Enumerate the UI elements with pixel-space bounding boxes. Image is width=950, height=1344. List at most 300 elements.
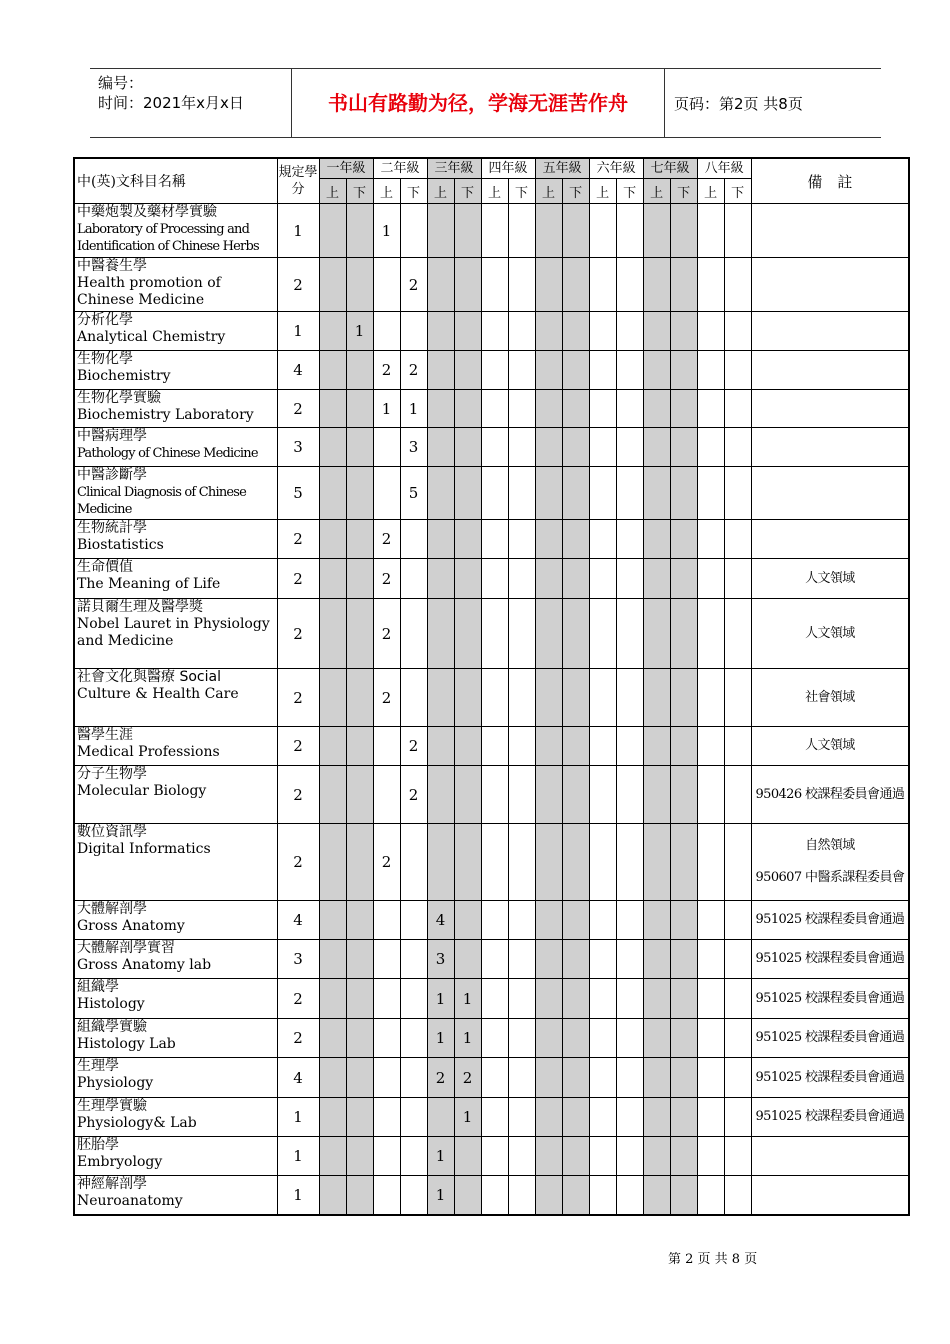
semester-credit-cell bbox=[697, 669, 724, 727]
semester-credit-cell bbox=[319, 901, 346, 940]
course-name-en: Histology bbox=[77, 996, 145, 1012]
semester-credit-cell bbox=[643, 940, 670, 979]
semester-credit-cell bbox=[373, 1176, 400, 1215]
semester-credit-cell bbox=[346, 428, 373, 467]
semester-credit-cell bbox=[535, 727, 562, 766]
semester-credit-cell bbox=[697, 1176, 724, 1215]
semester-credit-cell bbox=[724, 428, 751, 467]
semester-credit-cell bbox=[400, 204, 427, 258]
semester-credit-cell bbox=[535, 1176, 562, 1215]
semester-credit-cell bbox=[670, 940, 697, 979]
remark-cell bbox=[751, 979, 909, 1019]
semester-credit-cell bbox=[643, 1098, 670, 1137]
semester-credit-cell bbox=[724, 766, 751, 824]
semester-credit-cell bbox=[319, 940, 346, 979]
semester-credit-cell bbox=[346, 1019, 373, 1058]
course-name bbox=[74, 428, 277, 467]
semester-credit-cell bbox=[643, 669, 670, 727]
col-header-semester: 下 bbox=[400, 179, 427, 204]
semester-credit-cell bbox=[535, 559, 562, 599]
semester-credit-cell bbox=[427, 428, 454, 467]
semester-credit-cell bbox=[400, 979, 427, 1019]
course-name-en: Clinical Diagnosis of Chinese Medicine bbox=[77, 485, 247, 517]
course-name bbox=[74, 520, 277, 559]
remark-line: 人文領域 bbox=[805, 570, 855, 586]
course-name bbox=[74, 1058, 277, 1098]
semester-credit-cell: 1 bbox=[373, 204, 400, 258]
semester-credit-cell bbox=[535, 979, 562, 1019]
semester-credit-cell bbox=[373, 1098, 400, 1137]
semester-credit-cell bbox=[535, 599, 562, 669]
semester-credit-cell bbox=[508, 258, 535, 312]
semester-credit-cell bbox=[319, 258, 346, 312]
semester-credit-cell bbox=[724, 1098, 751, 1137]
remark-cell bbox=[751, 727, 909, 766]
semester-credit-cell bbox=[562, 204, 589, 258]
col-header-year: 三年級 bbox=[427, 158, 481, 179]
semester-credit-cell bbox=[454, 559, 481, 599]
course-name-en: Medical Professions bbox=[77, 744, 220, 760]
semester-credit-cell bbox=[454, 467, 481, 520]
semester-credit-cell bbox=[400, 940, 427, 979]
col-header-credit: 規定學分 bbox=[277, 158, 319, 204]
semester-credit-cell bbox=[400, 559, 427, 599]
semester-credit-cell bbox=[508, 824, 535, 901]
semester-credit-cell bbox=[319, 669, 346, 727]
semester-credit-cell bbox=[643, 312, 670, 351]
table-row bbox=[74, 351, 909, 390]
col-header-semester: 下 bbox=[454, 179, 481, 204]
col-header-semester: 下 bbox=[670, 179, 697, 204]
credit-cell: 4 bbox=[277, 1058, 319, 1098]
course-name bbox=[74, 559, 277, 599]
semester-credit-cell bbox=[697, 979, 724, 1019]
page-footer: 第 2 页 共 8 页 bbox=[668, 1252, 758, 1267]
semester-credit-cell bbox=[427, 599, 454, 669]
semester-credit-cell: 3 bbox=[427, 940, 454, 979]
semester-credit-cell: 1 bbox=[427, 979, 454, 1019]
credit-cell: 3 bbox=[277, 940, 319, 979]
semester-credit-cell bbox=[670, 727, 697, 766]
semester-credit-cell bbox=[481, 599, 508, 669]
semester-credit-cell bbox=[481, 312, 508, 351]
semester-credit-cell bbox=[724, 312, 751, 351]
semester-credit-cell: 3 bbox=[400, 428, 427, 467]
semester-credit-cell bbox=[670, 901, 697, 940]
page-header bbox=[90, 68, 881, 138]
course-name-zh: 社會文化與醫療 Social bbox=[77, 669, 221, 685]
semester-credit-cell bbox=[589, 559, 616, 599]
course-name-en: Analytical Chemistry bbox=[77, 329, 226, 345]
col-header-year: 八年級 bbox=[697, 158, 751, 179]
semester-credit-cell bbox=[319, 727, 346, 766]
semester-credit-cell bbox=[400, 824, 427, 901]
semester-credit-cell bbox=[319, 1019, 346, 1058]
semester-credit-cell bbox=[535, 520, 562, 559]
credit-cell: 1 bbox=[277, 204, 319, 258]
semester-credit-cell bbox=[454, 312, 481, 351]
semester-credit-cell bbox=[616, 1098, 643, 1137]
semester-credit-cell bbox=[346, 901, 373, 940]
semester-credit-cell bbox=[562, 599, 589, 669]
semester-credit-cell bbox=[670, 258, 697, 312]
semester-credit-cell: 1 bbox=[346, 312, 373, 351]
credit-cell: 3 bbox=[277, 428, 319, 467]
time-label: 时间：2021年x月x日 bbox=[98, 94, 244, 112]
semester-credit-cell bbox=[697, 390, 724, 428]
course-name-zh: 中醫養生學 bbox=[77, 258, 147, 274]
semester-credit-cell: 2 bbox=[400, 727, 427, 766]
semester-credit-cell bbox=[643, 428, 670, 467]
semester-credit-cell bbox=[562, 1019, 589, 1058]
remark-cell bbox=[751, 351, 909, 390]
remark-cell bbox=[751, 940, 909, 979]
semester-credit-cell bbox=[589, 1098, 616, 1137]
semester-credit-cell: 2 bbox=[373, 599, 400, 669]
semester-credit-cell bbox=[697, 901, 724, 940]
semester-credit-cell bbox=[508, 940, 535, 979]
col-header-semester: 上 bbox=[589, 179, 616, 204]
col-header-name: 中(英)文科目名稱 bbox=[74, 158, 277, 204]
semester-credit-cell bbox=[373, 428, 400, 467]
semester-credit-cell bbox=[508, 727, 535, 766]
course-name-zh: 數位資訊學 bbox=[77, 824, 147, 840]
course-name-en: Molecular Biology bbox=[77, 783, 207, 799]
semester-credit-cell bbox=[670, 1098, 697, 1137]
col-header-remark: 備 註 bbox=[751, 158, 909, 204]
semester-credit-cell bbox=[616, 599, 643, 669]
semester-credit-cell bbox=[589, 766, 616, 824]
semester-credit-cell bbox=[319, 824, 346, 901]
remark-line: 951025 校課程委員會通過 bbox=[755, 912, 905, 927]
semester-credit-cell bbox=[454, 727, 481, 766]
semester-credit-cell bbox=[589, 1058, 616, 1098]
semester-credit-cell bbox=[346, 599, 373, 669]
course-name-zh: 大體解剖學實習 bbox=[77, 940, 175, 956]
table-row bbox=[74, 204, 909, 258]
semester-credit-cell bbox=[508, 599, 535, 669]
semester-credit-cell bbox=[616, 1019, 643, 1058]
semester-credit-cell bbox=[616, 559, 643, 599]
table-row bbox=[74, 467, 909, 520]
semester-credit-cell bbox=[400, 520, 427, 559]
remark-cell bbox=[751, 258, 909, 312]
semester-credit-cell: 4 bbox=[427, 901, 454, 940]
semester-credit-cell bbox=[670, 390, 697, 428]
semester-credit-cell bbox=[589, 599, 616, 669]
semester-credit-cell bbox=[670, 1058, 697, 1098]
semester-credit-cell bbox=[373, 312, 400, 351]
semester-credit-cell bbox=[616, 467, 643, 520]
remark-line: 950607 中醫系課程委員會 bbox=[755, 870, 905, 885]
semester-credit-cell bbox=[697, 940, 724, 979]
semester-credit-cell bbox=[346, 390, 373, 428]
semester-credit-cell bbox=[724, 1058, 751, 1098]
semester-credit-cell bbox=[481, 390, 508, 428]
semester-credit-cell bbox=[400, 1019, 427, 1058]
semester-credit-cell bbox=[535, 351, 562, 390]
semester-credit-cell bbox=[535, 428, 562, 467]
semester-credit-cell bbox=[616, 312, 643, 351]
semester-credit-cell bbox=[481, 428, 508, 467]
semester-credit-cell bbox=[346, 727, 373, 766]
semester-credit-cell bbox=[697, 766, 724, 824]
table-row bbox=[74, 559, 909, 599]
semester-credit-cell bbox=[373, 1137, 400, 1176]
course-name bbox=[74, 1176, 277, 1215]
semester-credit-cell bbox=[319, 351, 346, 390]
semester-credit-cell bbox=[427, 727, 454, 766]
credit-cell: 2 bbox=[277, 520, 319, 559]
course-name-zh: 生理學實驗 bbox=[77, 1098, 147, 1114]
semester-credit-cell bbox=[481, 351, 508, 390]
course-name-zh: 神經解剖學 bbox=[77, 1176, 147, 1192]
semester-credit-cell bbox=[670, 204, 697, 258]
semester-credit-cell bbox=[346, 1058, 373, 1098]
semester-credit-cell bbox=[319, 1098, 346, 1137]
semester-credit-cell: 2 bbox=[427, 1058, 454, 1098]
semester-credit-cell bbox=[454, 599, 481, 669]
semester-credit-cell bbox=[589, 1137, 616, 1176]
remark-cell bbox=[751, 599, 909, 669]
course-name-en: Biochemistry bbox=[77, 368, 171, 384]
semester-credit-cell bbox=[319, 599, 346, 669]
semester-credit-cell bbox=[454, 1176, 481, 1215]
semester-credit-cell bbox=[454, 901, 481, 940]
semester-credit-cell bbox=[373, 940, 400, 979]
table-row bbox=[74, 1058, 909, 1098]
semester-credit-cell bbox=[508, 1098, 535, 1137]
semester-credit-cell bbox=[319, 979, 346, 1019]
semester-credit-cell bbox=[616, 204, 643, 258]
course-name-en: Gross Anatomy bbox=[77, 918, 185, 934]
semester-credit-cell bbox=[724, 901, 751, 940]
semester-credit-cell bbox=[319, 1137, 346, 1176]
semester-credit-cell bbox=[508, 1137, 535, 1176]
semester-credit-cell bbox=[346, 204, 373, 258]
remark-cell bbox=[751, 824, 909, 901]
semester-credit-cell bbox=[670, 1176, 697, 1215]
course-name-zh: 胚胎學 bbox=[77, 1137, 119, 1153]
remark-cell bbox=[751, 766, 909, 824]
semester-credit-cell bbox=[346, 766, 373, 824]
semester-credit-cell bbox=[643, 824, 670, 901]
header-meta bbox=[98, 73, 244, 113]
semester-credit-cell bbox=[535, 390, 562, 428]
course-name-en: Embryology bbox=[77, 1154, 163, 1170]
semester-credit-cell bbox=[616, 1058, 643, 1098]
semester-credit-cell bbox=[697, 351, 724, 390]
semester-credit-cell bbox=[373, 1058, 400, 1098]
semester-credit-cell bbox=[616, 351, 643, 390]
semester-credit-cell bbox=[535, 312, 562, 351]
remark-line: 951025 校課程委員會通過 bbox=[755, 1069, 905, 1085]
col-header-semester: 下 bbox=[562, 179, 589, 204]
credit-cell: 2 bbox=[277, 766, 319, 824]
semester-credit-cell bbox=[481, 204, 508, 258]
credit-cell: 2 bbox=[277, 559, 319, 599]
course-name-en: Digital Informatics bbox=[77, 841, 211, 857]
semester-credit-cell bbox=[508, 979, 535, 1019]
semester-credit-cell bbox=[400, 1058, 427, 1098]
semester-credit-cell bbox=[454, 520, 481, 559]
semester-credit-cell bbox=[535, 766, 562, 824]
credit-cell: 1 bbox=[277, 1176, 319, 1215]
semester-credit-cell bbox=[670, 428, 697, 467]
remark-cell bbox=[751, 312, 909, 351]
semester-credit-cell bbox=[346, 520, 373, 559]
semester-credit-cell bbox=[481, 824, 508, 901]
semester-credit-cell bbox=[481, 766, 508, 824]
semester-credit-cell: 2 bbox=[373, 559, 400, 599]
course-name-zh: 生物化學實驗 bbox=[77, 390, 161, 406]
col-header-semester: 上 bbox=[535, 179, 562, 204]
semester-credit-cell bbox=[724, 1137, 751, 1176]
remark-cell bbox=[751, 1058, 909, 1098]
semester-credit-cell bbox=[508, 1019, 535, 1058]
semester-credit-cell bbox=[562, 669, 589, 727]
col-header-semester: 上 bbox=[697, 179, 724, 204]
semester-credit-cell bbox=[562, 1176, 589, 1215]
semester-credit-cell bbox=[319, 520, 346, 559]
semester-credit-cell bbox=[508, 467, 535, 520]
semester-credit-cell bbox=[616, 520, 643, 559]
semester-credit-cell bbox=[670, 559, 697, 599]
credit-cell: 2 bbox=[277, 824, 319, 901]
semester-credit-cell bbox=[427, 312, 454, 351]
semester-credit-cell bbox=[481, 1019, 508, 1058]
semester-credit-cell bbox=[535, 901, 562, 940]
semester-credit-cell: 1 bbox=[400, 390, 427, 428]
semester-credit-cell bbox=[724, 599, 751, 669]
semester-credit-cell bbox=[562, 467, 589, 520]
semester-credit-cell bbox=[481, 258, 508, 312]
semester-credit-cell bbox=[508, 428, 535, 467]
course-name bbox=[74, 1098, 277, 1137]
course-name-en: Gross Anatomy lab bbox=[77, 957, 212, 973]
course-name bbox=[74, 979, 277, 1019]
semester-credit-cell bbox=[724, 727, 751, 766]
semester-credit-cell bbox=[562, 520, 589, 559]
remark-line: 人文領域 bbox=[805, 625, 855, 641]
semester-credit-cell bbox=[319, 1176, 346, 1215]
semester-credit-cell bbox=[697, 258, 724, 312]
semester-credit-cell bbox=[697, 1058, 724, 1098]
semester-credit-cell bbox=[427, 559, 454, 599]
semester-credit-cell bbox=[400, 901, 427, 940]
credit-cell: 1 bbox=[277, 1137, 319, 1176]
col-header-semester: 下 bbox=[724, 179, 751, 204]
semester-credit-cell bbox=[346, 824, 373, 901]
remark-line: 951025 校課程委員會通過 bbox=[755, 990, 905, 1006]
semester-credit-cell bbox=[427, 520, 454, 559]
credit-cell: 4 bbox=[277, 351, 319, 390]
semester-credit-cell: 1 bbox=[373, 390, 400, 428]
semester-credit-cell bbox=[400, 669, 427, 727]
semester-credit-cell bbox=[535, 1019, 562, 1058]
semester-credit-cell bbox=[508, 1058, 535, 1098]
semester-credit-cell bbox=[535, 1058, 562, 1098]
table-row bbox=[74, 669, 909, 727]
course-name-en: Biochemistry Laboratory bbox=[77, 407, 254, 423]
semester-credit-cell bbox=[616, 766, 643, 824]
remark-cell bbox=[751, 1137, 909, 1176]
semester-credit-cell bbox=[319, 312, 346, 351]
course-name-en: Health promotion of Chinese Medicine bbox=[77, 275, 221, 308]
semester-credit-cell bbox=[427, 351, 454, 390]
semester-credit-cell: 2 bbox=[373, 669, 400, 727]
credit-cell: 2 bbox=[277, 727, 319, 766]
course-name-zh: 生物統計學 bbox=[77, 520, 147, 536]
semester-credit-cell bbox=[427, 390, 454, 428]
col-header-year: 四年級 bbox=[481, 158, 535, 179]
table-row bbox=[74, 520, 909, 559]
semester-credit-cell bbox=[454, 824, 481, 901]
course-name-zh: 諾貝爾生理及醫學獎 bbox=[77, 599, 203, 615]
semester-credit-cell bbox=[670, 1137, 697, 1176]
semester-credit-cell bbox=[643, 599, 670, 669]
semester-credit-cell bbox=[481, 559, 508, 599]
table-row bbox=[74, 258, 909, 312]
semester-credit-cell bbox=[589, 727, 616, 766]
semester-credit-cell bbox=[508, 520, 535, 559]
table-row bbox=[74, 940, 909, 979]
semester-credit-cell bbox=[697, 1098, 724, 1137]
col-header-semester: 上 bbox=[427, 179, 454, 204]
semester-credit-cell bbox=[481, 669, 508, 727]
semester-credit-cell bbox=[400, 1098, 427, 1137]
remark-cell bbox=[751, 1019, 909, 1058]
semester-credit-cell bbox=[400, 1137, 427, 1176]
table-row bbox=[74, 901, 909, 940]
credit-cell: 2 bbox=[277, 258, 319, 312]
semester-credit-cell bbox=[400, 1176, 427, 1215]
semester-credit-cell bbox=[589, 390, 616, 428]
semester-credit-cell bbox=[589, 258, 616, 312]
table-row bbox=[74, 428, 909, 467]
semester-credit-cell bbox=[670, 824, 697, 901]
col-header-semester: 下 bbox=[508, 179, 535, 204]
semester-credit-cell bbox=[670, 1019, 697, 1058]
credit-cell: 2 bbox=[277, 1019, 319, 1058]
header-page-info: 页码：第2页 共8页 bbox=[674, 95, 803, 113]
semester-credit-cell bbox=[670, 766, 697, 824]
course-name bbox=[74, 901, 277, 940]
semester-credit-cell bbox=[427, 204, 454, 258]
semester-credit-cell bbox=[427, 1098, 454, 1137]
semester-credit-cell bbox=[319, 1058, 346, 1098]
semester-credit-cell bbox=[319, 428, 346, 467]
semester-credit-cell bbox=[616, 669, 643, 727]
credit-cell: 4 bbox=[277, 901, 319, 940]
semester-credit-cell bbox=[373, 766, 400, 824]
semester-credit-cell: 2 bbox=[373, 351, 400, 390]
remark-cell bbox=[751, 559, 909, 599]
semester-credit-cell bbox=[481, 467, 508, 520]
semester-credit-cell bbox=[454, 766, 481, 824]
course-name bbox=[74, 669, 277, 727]
remark-cell bbox=[751, 390, 909, 428]
semester-credit-cell bbox=[616, 940, 643, 979]
course-name-zh: 醫學生涯 bbox=[77, 727, 133, 743]
semester-credit-cell bbox=[724, 979, 751, 1019]
table-row bbox=[74, 1019, 909, 1058]
code-label: 编号： bbox=[98, 74, 144, 92]
semester-credit-cell bbox=[643, 979, 670, 1019]
semester-credit-cell bbox=[373, 979, 400, 1019]
semester-credit-cell bbox=[535, 204, 562, 258]
semester-credit-cell bbox=[697, 520, 724, 559]
